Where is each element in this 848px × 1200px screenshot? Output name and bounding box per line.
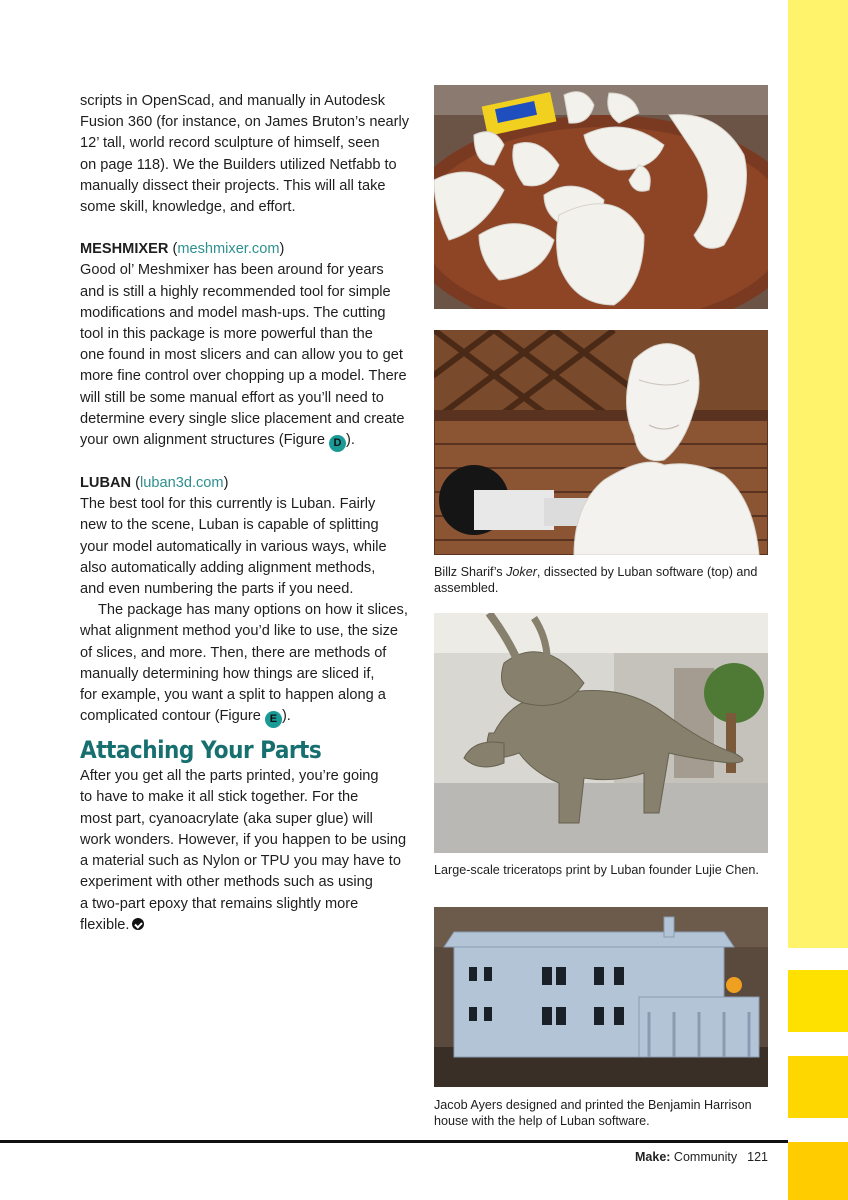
text-fragment: ).: [281, 708, 291, 725]
joker-parts-image: [434, 85, 768, 309]
text-line: on page 118). We the Builders utilized Netfabb to: [80, 156, 397, 173]
text-line: [80, 706, 416, 728]
text-line: manually dissect their projects. This will all take: [80, 177, 386, 194]
house-caption: Jacob Ayers designed and printed the Benjamin Harrison house with the help of Luban software.: [434, 1098, 752, 1128]
magazine-brand: Make:: [635, 1150, 671, 1164]
text-line: The best tool for this currently is Luban. Fairly: [80, 496, 376, 513]
triceratops-image: [434, 613, 768, 853]
text-line: for example, you want a split to happen along a: [80, 687, 386, 704]
paren: ): [279, 241, 285, 258]
edge-tab-4: [788, 1142, 848, 1200]
text-line: and even numbering the parts if you need.: [80, 581, 354, 598]
meshmixer-title: MESHMIXER: [80, 241, 169, 258]
end-of-article-icon: [132, 918, 144, 930]
paren: (: [131, 475, 140, 492]
luban-link[interactable]: luban3d.com: [140, 475, 224, 492]
text-fragment: flexible.: [80, 916, 130, 933]
footer-rule: [0, 1140, 788, 1143]
joker-parts-photo: [434, 85, 768, 309]
text-line: determine every single slice placement and create: [80, 410, 405, 427]
body-text-column: [80, 91, 416, 936]
house-model-image: [434, 907, 768, 1087]
text-line: Fusion 360 (for instance, on James Bruton’s nearly: [80, 114, 410, 131]
edge-tab-3: [788, 1056, 848, 1118]
text-line: modifications and model mash-ups. The cutting: [80, 304, 386, 321]
edge-tab-top: [788, 0, 848, 948]
text-line: more fine control over chopping up a model. There: [80, 368, 407, 385]
text-line: work wonders. However, if you happen to be using: [80, 831, 407, 848]
text-line: a two-part epoxy that remains slightly more: [80, 895, 359, 912]
caption-text: , dissected by Luban software (top) and assembled.: [434, 565, 758, 595]
text-line: manually determining how things are sliced if,: [80, 665, 375, 682]
luban-title: LUBAN: [80, 475, 132, 492]
joker-bust-image: [434, 330, 768, 555]
page-footer: [635, 1150, 768, 1164]
page-number: 121: [747, 1150, 768, 1164]
text-line: After you get all the parts printed, you’re going: [80, 768, 379, 785]
joker-caption: [434, 565, 774, 596]
text-line: a material such as Nylon or TPU you may have to: [80, 853, 401, 870]
text-line: also automatically adding alignment methods,: [80, 559, 376, 576]
meshmixer-section: [80, 239, 416, 452]
text-line: what alignment method you’d like to use, the size: [80, 623, 398, 640]
text-fragment: your own alignment structures (Figure: [80, 432, 330, 449]
intro-paragraph: [80, 91, 416, 218]
joker-bust-photo: [434, 330, 768, 555]
text-line: tool in this package is more powerful than the: [80, 326, 373, 343]
text-line: to have to make it all stick together. For the: [80, 789, 359, 806]
text-fragment: ).: [346, 432, 355, 449]
triceratops-caption: Large-scale triceratops print by Luban founder Lujie Chen.: [434, 863, 759, 877]
text-fragment: complicated contour (Figure: [80, 708, 265, 725]
edge-tab-2: [788, 970, 848, 1032]
attaching-section: [80, 736, 416, 936]
meshmixer-heading: [80, 239, 416, 260]
text-line: one found in most slicers and can allow you to get: [80, 347, 403, 364]
figure-d-badge: D: [329, 435, 346, 452]
text-line: will still be some manual effort as you’ll need to: [80, 389, 384, 406]
text-line: Good ol’ Meshmixer has been around for years: [80, 262, 384, 279]
caption-italic: Joker: [506, 565, 537, 579]
text-line: and is still a highly recommended tool for simple: [80, 283, 391, 300]
meshmixer-link[interactable]: meshmixer.com: [177, 241, 280, 258]
text-line: experiment with other methods such as using: [80, 874, 373, 891]
figure-e-badge: E: [265, 711, 282, 728]
text-line: of slices, and more. Then, there are methods of: [80, 644, 387, 661]
house-photo: [434, 907, 768, 1087]
paren: ): [223, 475, 229, 492]
text-line: scripts in OpenScad, and manually in Autodesk: [80, 93, 386, 109]
section-heading: Attaching Your Parts: [80, 736, 322, 765]
text-line: [80, 430, 416, 452]
caption-text: Billz Sharif’s: [434, 565, 507, 579]
text-line: some skill, knowledge, and effort.: [80, 199, 296, 216]
text-line: [80, 915, 416, 936]
text-line: The package has many options on how it slices,: [98, 602, 408, 619]
luban-section: [80, 473, 416, 728]
triceratops-photo: [434, 613, 768, 853]
text-line: your model automatically in various ways, while: [80, 538, 387, 555]
luban-heading: [80, 473, 416, 494]
text-line: most part, cyanoacrylate (aka super glue) will: [80, 810, 373, 827]
paren: (: [168, 241, 178, 258]
text-line: new to the scene, Luban is capable of splitting: [80, 517, 379, 534]
text-line: 12’ tall, world record sculpture of himself, seen: [80, 135, 380, 152]
section-name: Community: [670, 1150, 738, 1164]
